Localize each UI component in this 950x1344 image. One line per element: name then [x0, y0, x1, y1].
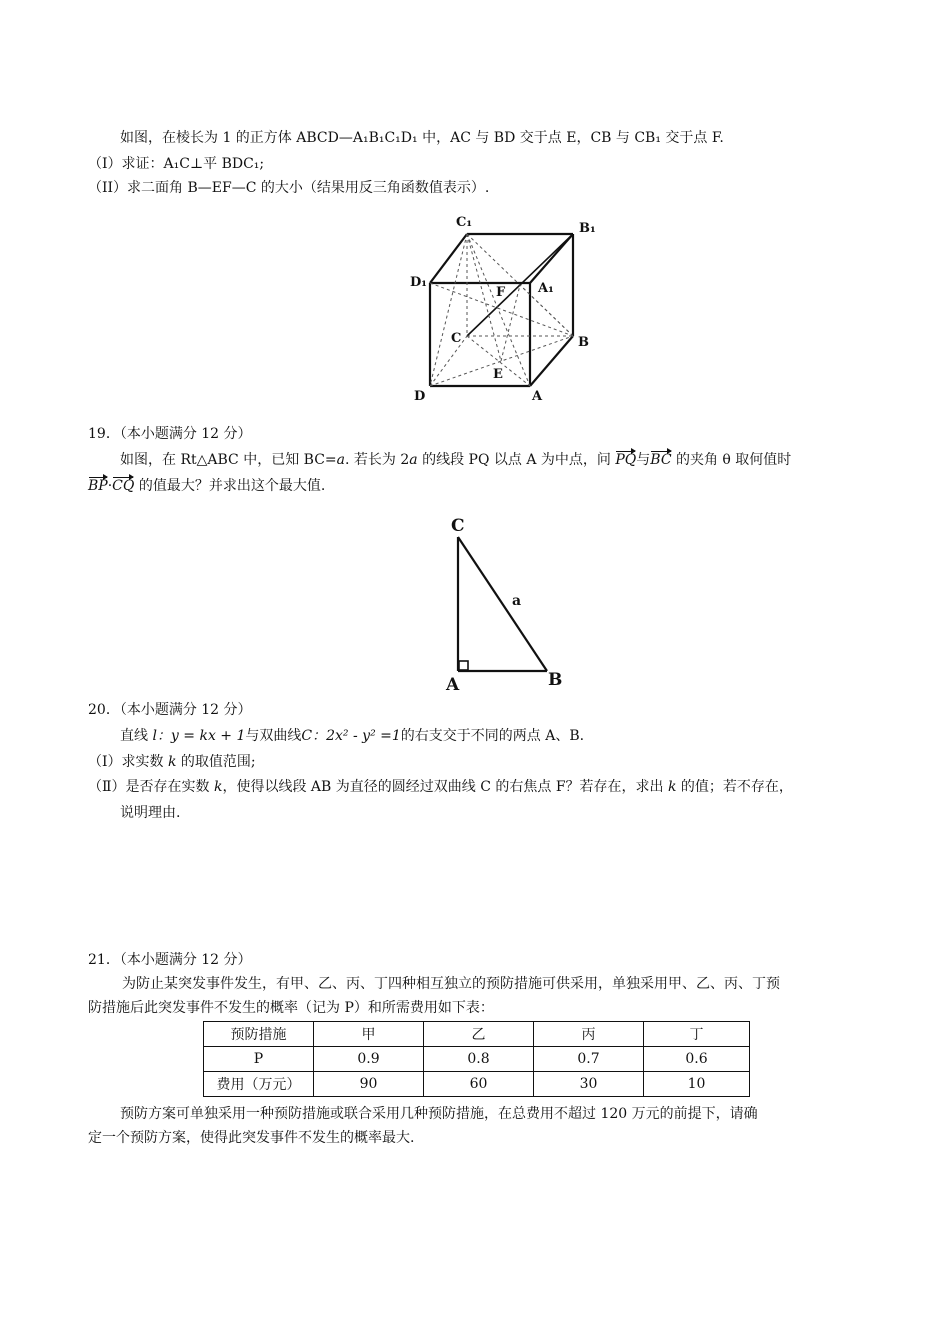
q21-line1: 为防止某突发事件发生，有甲、乙、丙、丁四种相互独立的预防措施可供采用，单独采用甲、乙、丙、丁预	[122, 976, 780, 992]
prevention-table	[203, 1021, 750, 1097]
q20-line1: 直线 l：y = kx + 1与双曲线C：2x² - y² =1的右支交于不同的两点 A、B.	[120, 728, 585, 744]
table-cell: 0.9	[314, 1047, 424, 1072]
q18-part2: （II）求二面角 B—EF—C 的大小（结果用反三角函数值表示）.	[88, 180, 490, 196]
q20-header: 20．（本小题满分 12 分）	[88, 702, 252, 718]
q21-header: 21．（本小题满分 12 分）	[88, 952, 252, 968]
table-cell: 甲	[314, 1022, 424, 1047]
label-b: B	[578, 335, 589, 350]
label-a: A	[532, 389, 543, 404]
vector-bp: BP	[88, 478, 108, 494]
edge-a1b1	[530, 234, 573, 283]
label-tri-b: B	[548, 670, 563, 690]
hidden-c1a	[467, 234, 530, 386]
label-e: E	[493, 367, 503, 382]
table-cell: 60	[424, 1072, 534, 1097]
hidden-dc	[430, 336, 467, 386]
label-a1: A₁	[538, 281, 554, 296]
table-cell: 费用（万元）	[204, 1072, 314, 1097]
label-f: F	[496, 285, 506, 300]
q21-line2: 防措施后此突发事件不发生的概率（记为 P）和所需费用如下表：	[88, 1000, 494, 1016]
label-d: D	[414, 389, 426, 404]
table-cell: 10	[644, 1072, 750, 1097]
q21-line4: 定一个预防方案，使得此突发事件不发生的概率最大.	[88, 1130, 415, 1146]
triangle-figure	[440, 510, 570, 695]
table-cell: P	[204, 1047, 314, 1072]
vector-bc: BC	[650, 452, 672, 468]
label-c1: C₁	[456, 215, 473, 230]
table-cell: 乙	[424, 1022, 534, 1047]
label-tri-a: A	[446, 675, 460, 695]
table-cell: 预防措施	[204, 1022, 314, 1047]
q20-part1: （Ⅰ）求实数 k 的取值范围;	[88, 754, 256, 770]
table-cell: 90	[314, 1072, 424, 1097]
q20-part2: （Ⅱ）是否存在实数 k，使得以线段 AB 为直径的圆经过双曲线 C 的右焦点 F？若存在，求出 k 的值；若不存在，	[88, 779, 793, 795]
q21-line3: 预防方案可单独采用一种预防措施或联合采用几种预防措施，在总费用不超过 120 万元的前提下，请确	[120, 1106, 758, 1122]
q20-part2-cont: 说明理由.	[120, 805, 181, 821]
label-tri-a-side: a	[512, 593, 522, 609]
label-b1: B₁	[579, 221, 596, 236]
vector-cq: CQ	[112, 478, 135, 494]
q18-part1: （I）求证：A₁C⊥平 BDC₁;	[88, 156, 265, 172]
q19-header: 19．（本小题满分 12 分）	[88, 426, 252, 442]
right-angle-mark	[459, 661, 468, 670]
table-cell: 丁	[644, 1022, 750, 1047]
table-row	[204, 1047, 750, 1072]
table-row	[204, 1022, 750, 1047]
label-d1: D₁	[410, 275, 427, 290]
cube-figure	[400, 205, 600, 405]
label-c: C	[451, 331, 462, 346]
table-cell: 0.8	[424, 1047, 534, 1072]
q19-line2: BP·CQ 的值最大？并求出这个最大值.	[88, 478, 326, 494]
table-cell: 30	[534, 1072, 644, 1097]
q18-intro: 如图，在棱长为 1 的正方体 ABCD—A₁B₁C₁D₁ 中，AC 与 BD 交于点 E，CB 与 CB₁ 交于点 F.	[120, 130, 724, 146]
table-row	[204, 1072, 750, 1097]
table-cell: 丙	[534, 1022, 644, 1047]
q19-line1: 如图，在 Rt△ABC 中，已知 BC=a. 若长为 2a 的线段 PQ 以点 A 为中点，问 PQ与BC 的夹角 θ 取何值时	[120, 452, 792, 468]
table-cell: 0.6	[644, 1047, 750, 1072]
label-tri-c: C	[451, 516, 465, 536]
vector-pq: PQ	[615, 452, 637, 468]
table-cell: 0.7	[534, 1047, 644, 1072]
